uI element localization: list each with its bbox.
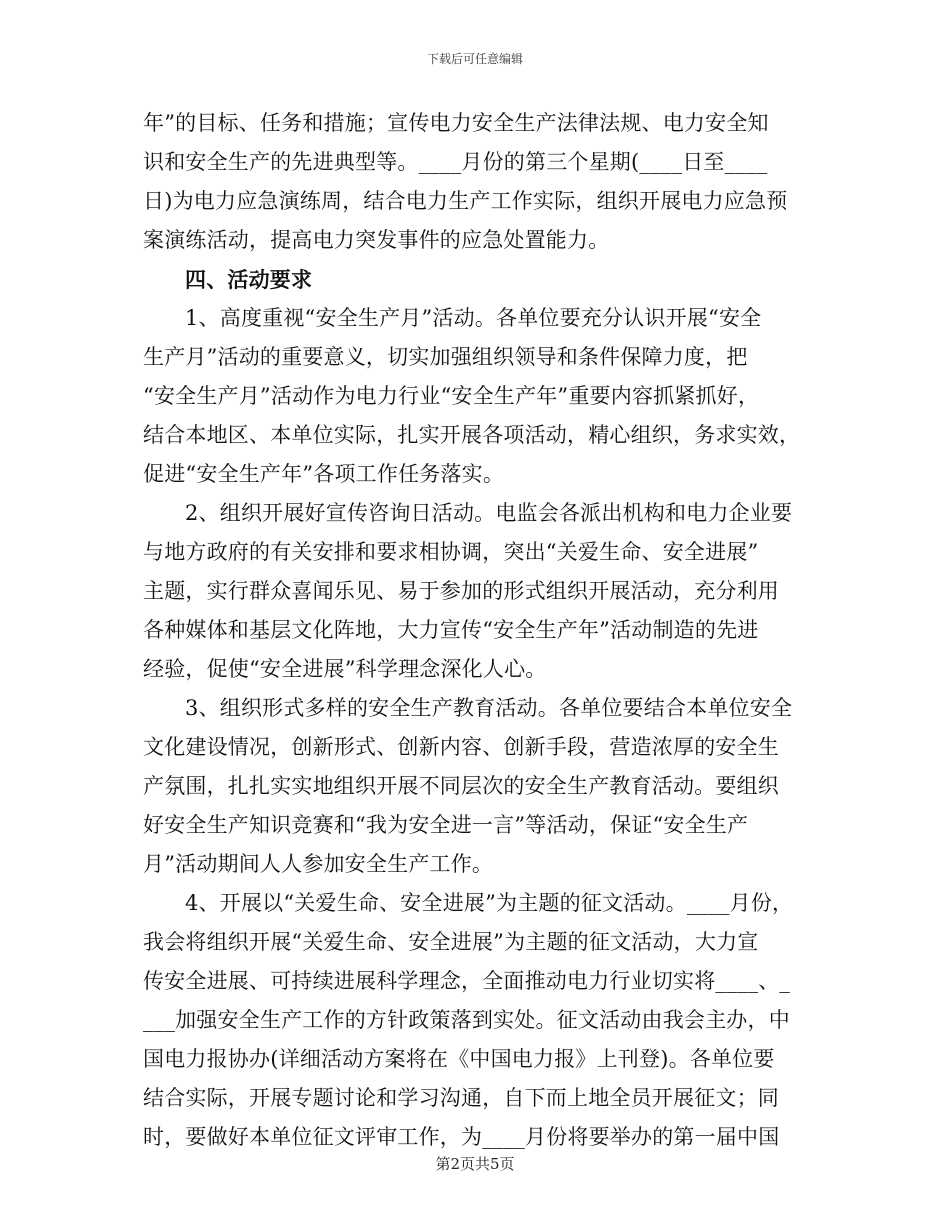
text-line: 主题，实行群众喜闻乐见、易于参加的形式组织开展活动，充分利用 <box>143 579 779 603</box>
text-line: 结合实际，开展专题讨论和学习沟通，自下而上地全员开展征文；同 <box>143 1086 779 1110</box>
paragraph-start: 2、组织开展好宣传咨询日活动。电监会各派出机构和电力企业要 <box>185 501 793 525</box>
text-line: 传安全进展、可持续进展科学理念，全面推动电力行业切实将____、_ <box>143 969 791 993</box>
paragraph-start: 4、开展以“关爱生命、安全进展”为主题的征文活动。____月份， <box>185 891 794 915</box>
text-line: 生产月”活动的重要意义，切实加强组织领导和条件保障力度，把 <box>143 345 748 369</box>
text-line: “安全生产月”活动作为电力行业“安全生产年”重要内容抓紧抓好， <box>143 384 760 408</box>
text-line: 促进“安全生产年”各项工作任务落实。 <box>143 462 505 486</box>
text-line: 文化建设情况，创新形式、创新内容、创新手段，营造浓厚的安全生 <box>143 735 779 759</box>
paragraph-start: 1、高度重视“安全生产月”活动。各单位要充分认识开展“安全 <box>185 306 762 330</box>
text-line: 各种媒体和基层文化阵地，大力宣传“安全生产年”活动制造的先进 <box>143 618 759 642</box>
text-line: 时，要做好本单位征文评审工作，为____月份将要举办的第一届中国 <box>143 1125 780 1149</box>
text-line: ___加强安全生产工作的方针政策落到实处。征文活动由我会主办，中 <box>143 1008 790 1032</box>
text-line: 好安全生产知识竞赛和“我为安全进一言”等活动，保证“安全生产 <box>143 813 749 837</box>
text-line: 国电力报协办(详细活动方案将在《中国电力报》上刊登)。各单位要 <box>143 1047 775 1071</box>
text-line: 产氛围，扎扎实实地组织开展不同层次的安全生产教育活动。要组织 <box>143 774 779 798</box>
section-heading: 四、活动要求 <box>185 267 313 292</box>
text-line: 与地方政府的有关安排和要求相协调，突出“关爱生命、安全进展” <box>143 540 759 564</box>
paragraph-start: 3、组织形式多样的安全生产教育活动。各单位要结合本单位安全 <box>185 696 793 720</box>
text-line: 年”的目标、任务和措施；宣传电力安全生产法律法规、电力安全知 <box>143 111 769 135</box>
text-line: 日)为电力应急演练周，结合电力生产工作实际，组织开展电力应急预 <box>143 189 788 213</box>
page-footer: 第2页共5页 <box>435 1155 515 1173</box>
text-line: 月”活动期间人人参加安全生产工作。 <box>143 852 494 876</box>
text-line: 结合本地区、本单位实际，扎实开展各项活动，精心组织，务求实效， <box>143 423 801 447</box>
text-line: 经验，促使“安全进展”科学理念深化人心。 <box>143 657 547 681</box>
text-line: 我会将组织开展“关爱生命、安全进展”为主题的征文活动，大力宣 <box>143 930 759 954</box>
text-line: 案演练活动，提高电力突发事件的应急处置能力。 <box>143 228 610 252</box>
document-body <box>143 104 813 1157</box>
page-header: 下载后可任意编辑 <box>426 52 523 66</box>
text-line: 识和安全生产的先进典型等。____月份的第三个星期(____日至____ <box>143 150 768 174</box>
